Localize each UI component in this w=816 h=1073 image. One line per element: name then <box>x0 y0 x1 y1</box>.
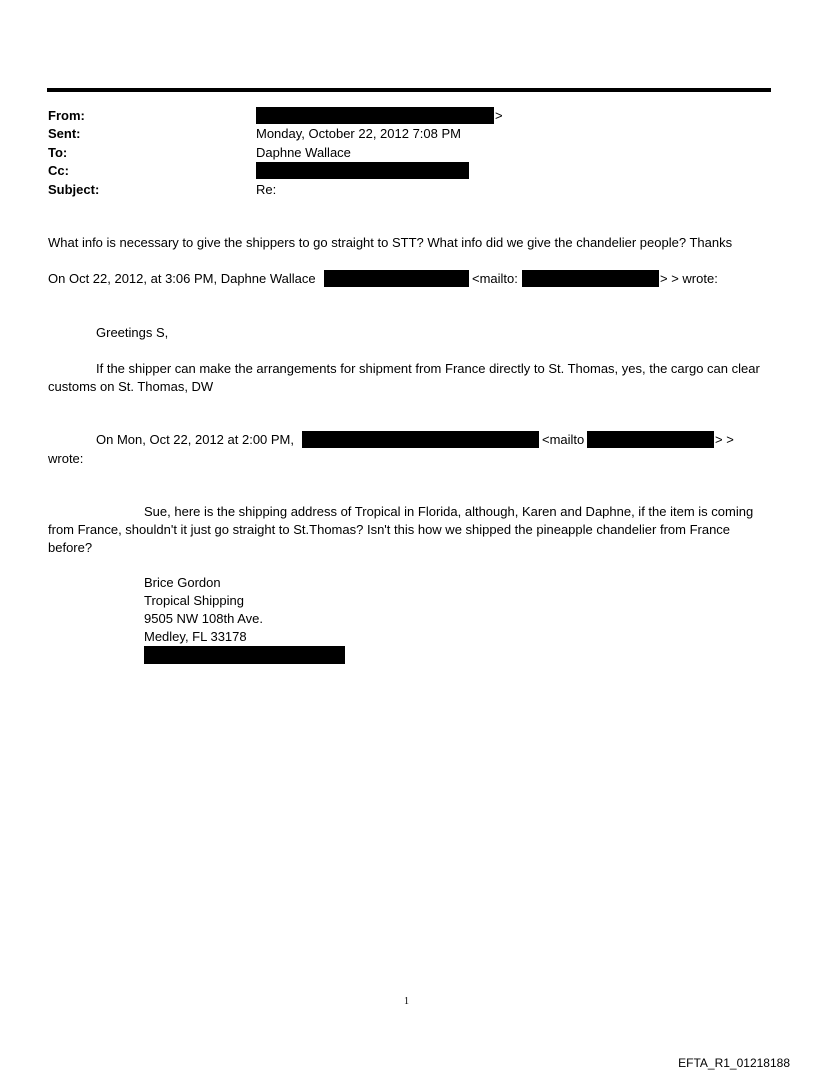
page-number: 1 <box>404 996 409 1007</box>
quote2-mailto: <mailto <box>542 432 585 447</box>
to-label: To: <box>48 145 68 160</box>
redaction-email <box>324 270 469 287</box>
quote2-suffix: > > <box>715 432 734 447</box>
quote1-prefix: On Oct 22, 2012, at 3:06 PM, Daphne Wallace <box>48 271 316 286</box>
redaction-email <box>302 431 539 448</box>
quote1-mailto: <mailto: <box>472 271 518 286</box>
sent-value: Monday, October 22, 2012 7:08 PM <box>256 126 461 141</box>
subject-label: Subject: <box>48 182 100 197</box>
quote1-suffix: > > wrote: <box>660 271 718 286</box>
redaction-cc <box>256 162 469 179</box>
document-id: EFTA_R1_01218188 <box>678 1056 790 1070</box>
address-line: Brice Gordon <box>144 575 221 590</box>
quoted-paragraph: Sue, here is the shipping address of Tropical in Florida, although, Karen and Daphne, if the item is coming from France, shouldn't it just go straight to St.Thomas? Isn't this how we shipped the pineapple chandelier from France before? <box>48 504 754 555</box>
from-suffix: > <box>495 108 503 123</box>
reply-paragraph: If the shipper can make the arrangements for shipment from France directly to St. Thomas, yes, the cargo can clear customs on St. Thomas, DW <box>48 361 760 394</box>
message-line: What info is necessary to give the shippers to go straight to STT? What info did we give the chandelier people? Thanks <box>48 235 733 250</box>
redaction-email <box>587 431 714 448</box>
greeting: Greetings S, <box>96 325 169 340</box>
sent-label: Sent: <box>48 126 81 141</box>
redaction-phone <box>144 646 345 664</box>
address-line: Medley, FL 33178 <box>144 629 247 644</box>
quote2-prefix: On Mon, Oct 22, 2012 at 2:00 PM, <box>96 432 294 447</box>
address-line: Tropical Shipping <box>144 593 244 608</box>
quote2-wrote: wrote: <box>48 451 84 466</box>
address-line: 9505 NW 108th Ave. <box>144 611 264 626</box>
from-label: From: <box>48 108 85 123</box>
cc-label: Cc: <box>48 163 69 178</box>
redaction-email <box>522 270 659 287</box>
subject-value: Re: <box>256 182 277 197</box>
header-divider <box>47 88 771 92</box>
redaction-from <box>256 107 494 124</box>
to-value: Daphne Wallace <box>256 145 351 160</box>
